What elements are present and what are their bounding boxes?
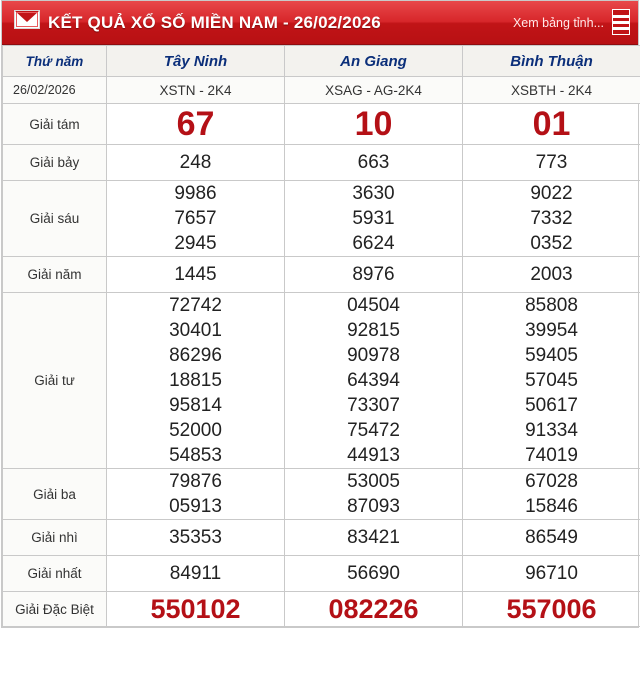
prize-value-cell: 96710: [463, 556, 640, 592]
prize-value-cell: 1445: [107, 257, 285, 293]
table-row: [3, 145, 640, 181]
prize-label: Giải ba: [3, 469, 107, 520]
prize-value-cell: 35353: [107, 520, 285, 556]
prize-label: Giải năm: [3, 257, 107, 293]
column-header-weekday: Thứ năm: [3, 46, 107, 77]
prize-value-cell: 9986 7657 2945: [107, 181, 285, 257]
prize-label: Giải tư: [3, 293, 107, 469]
prize-value-cell: 83421: [285, 520, 463, 556]
prize-value-cell: 67: [107, 104, 285, 145]
prize-value-cell: 10: [285, 104, 463, 145]
prize-value-cell: 082226: [285, 592, 463, 627]
draw-date: 26/02/2026: [3, 77, 107, 104]
prize-value-cell: 72742 30401 86296 18815 95814 52000 54853: [107, 293, 285, 469]
column-header-province-2[interactable]: An Giang: [285, 46, 463, 77]
prize-value-cell: 2003: [463, 257, 640, 293]
prize-value-cell: 04504 92815 90978 64394 73307 75472 44913: [285, 293, 463, 469]
prize-value-cell: 56690: [285, 556, 463, 592]
prize-label: Giải nhì: [3, 520, 107, 556]
results-table: [2, 45, 640, 627]
prize-value-cell: 86549: [463, 520, 640, 556]
prize-value-cell: 8976: [285, 257, 463, 293]
prize-label: Giải bảy: [3, 145, 107, 181]
column-header-province-3[interactable]: Bình Thuận: [463, 46, 640, 77]
table-row: [3, 469, 640, 520]
prize-value-cell: 663: [285, 145, 463, 181]
prize-value-cell: 557006: [463, 592, 640, 627]
table-subheader-row: [3, 77, 640, 104]
prize-value-cell: 53005 87093: [285, 469, 463, 520]
prize-value-cell: 84911: [107, 556, 285, 592]
table-row: [3, 556, 640, 592]
prize-value-cell: 85808 39954 59405 57045 50617 91334 74019: [463, 293, 640, 469]
flag-icon: [612, 9, 630, 35]
prize-label: Giải tám: [3, 104, 107, 145]
ticket-code-1: XSTN - 2K4: [107, 77, 285, 104]
prize-value-cell: 773: [463, 145, 640, 181]
prize-value-cell: 9022 7332 0352: [463, 181, 640, 257]
ticket-code-2: XSAG - AG-2K4: [285, 77, 463, 104]
table-row: [3, 104, 640, 145]
lottery-results-page: [1, 0, 639, 628]
prize-value-cell: 67028 15846: [463, 469, 640, 520]
prize-label: Giải sáu: [3, 181, 107, 257]
table-row: [3, 181, 640, 257]
ticket-code-3: XSBTH - 2K4: [463, 77, 640, 104]
prize-value-cell: 01: [463, 104, 640, 145]
view-province-table-link[interactable]: Xem bảng tỉnh...: [512, 16, 604, 30]
table-row: [3, 293, 640, 469]
prize-value-cell: 550102: [107, 592, 285, 627]
envelope-icon: [14, 10, 40, 29]
table-row: [3, 520, 640, 556]
table-header-row: [3, 46, 640, 77]
table-row: [3, 592, 640, 627]
prize-value-cell: 248: [107, 145, 285, 181]
prize-label: Giải Đặc Biệt: [3, 592, 107, 627]
prize-value-cell: 3630 5931 6624: [285, 181, 463, 257]
prize-value-cell: 79876 05913: [107, 469, 285, 520]
page-title: KẾT QUẢ XỔ SỐ MIỀN NAM - 26/02/2026: [48, 12, 381, 32]
column-header-province-1[interactable]: Tây Ninh: [107, 46, 285, 77]
prize-label: Giải nhất: [3, 556, 107, 592]
table-row: [3, 257, 640, 293]
table-body: [3, 77, 640, 627]
page-header: [2, 1, 638, 45]
